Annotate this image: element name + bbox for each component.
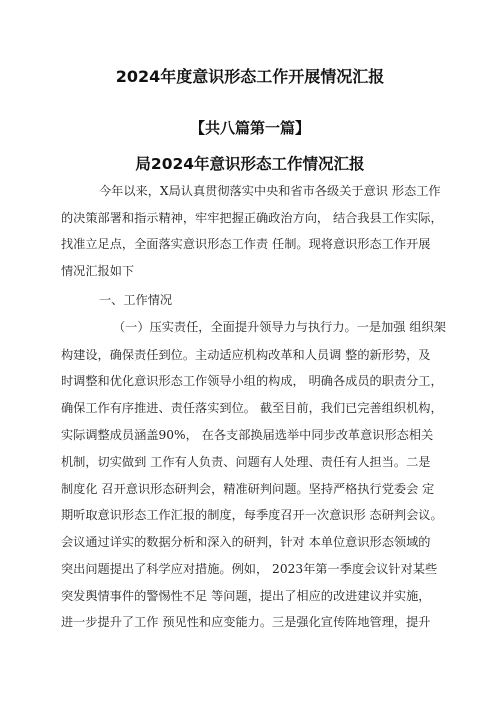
paragraph-line: 期听取意识形态工作汇报的制度，每季度召开一次意识形 态研判会议。 <box>61 508 443 522</box>
paragraph-line: 进一步提升了工作 预见性和应变能力。三是强化宣传阵地管理，提升 <box>61 615 431 629</box>
paragraph-line: 今年以来，X局认真贯彻落实中央和省市各级关于意识 形态工作 <box>99 184 441 198</box>
paragraph-line: 突出问题提出了科学应对措施。例如， 2023年第一季度会议针对某些 <box>61 562 438 576</box>
paragraph-line: 时调整和优化意识形态工作领导小组的构成， 明确各成员的职责分工， <box>61 374 443 388</box>
paragraph-line: 的决策部署和指示精神，牢牢把握正确政治方向， 结合我县工作实际， <box>61 211 443 225</box>
paragraph-line: （一）压实责任，全面提升领导力与执行力。一是加强 组织架 <box>113 320 446 334</box>
document-title: 2024年度意识形态工作开展情况汇报 <box>115 67 385 86</box>
paragraph-line: 实际调整成员涵盖90%， 在各支部换届选举中同步改革意识形态相关 <box>61 428 434 442</box>
paragraph-line: 确保工作有序推进、责任落实到位。 截至目前，我们已完善组织机构， <box>61 401 443 415</box>
paragraph-line: 机制，切实做到 工作有人负责、问题有人处理、责任有人担当。二是 <box>61 455 431 469</box>
heading-line: 一、工作情况 <box>99 293 173 307</box>
paragraph-line: 突发舆情事件的警惕性不足 等问题，提出了相应的改进建议并实施， <box>61 589 431 603</box>
document-subtitle: 【共八篇第一篇】 <box>189 119 310 137</box>
paragraph-line: 构建设，确保责任到位。主动适应机构改革和人员调 整的新形势，及 <box>61 348 431 362</box>
paragraph-line: 制度化 召开意识形态研判会，精准研判问题。坚持严格执行党委会 定 <box>61 482 435 496</box>
paragraph-line: 找准立足点，全面落实意识形态工作责 任制。现将意识形态工作开展 <box>61 237 431 251</box>
section-title: 局2024年意识形态工作情况汇报 <box>135 155 365 173</box>
paragraph-line: 会议通过详实的数据分析和深入的研判，针对 本单位意识形态领域的 <box>61 535 431 549</box>
paragraph-line: 情况汇报如下 <box>61 264 135 278</box>
